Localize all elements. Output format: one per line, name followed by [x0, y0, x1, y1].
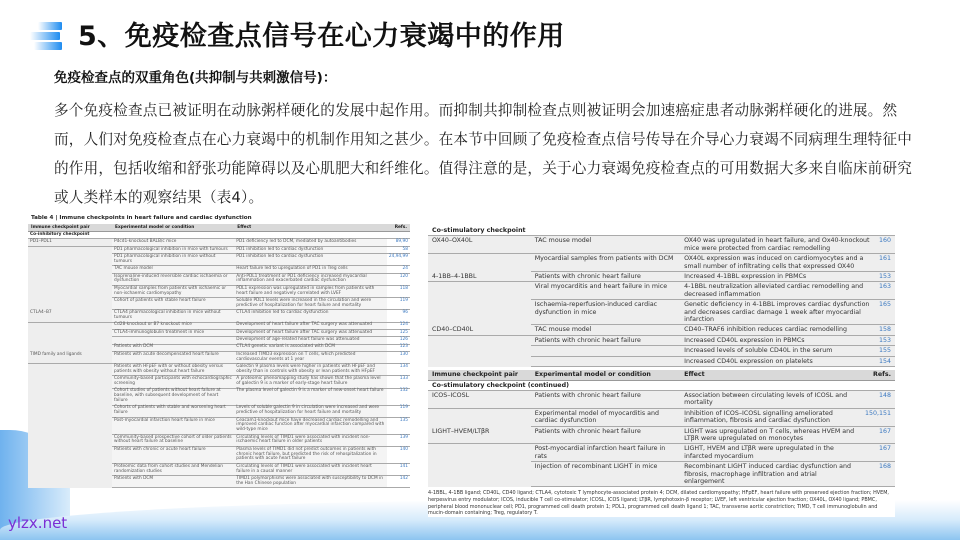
- model-condition-cell: CTLA4 pharmacological inhibition in mice without tumours: [112, 310, 234, 322]
- column-header: Effect: [234, 224, 387, 232]
- checkpoint-pair-cell: [28, 476, 112, 488]
- refs-cell: 167: [861, 426, 895, 444]
- table-row: [28, 476, 410, 488]
- model-condition-cell: Isoprenaline-induced reversible cardiac ischaemia or dysfunction: [112, 273, 234, 285]
- refs-cell: 153: [875, 335, 895, 345]
- refs-cell: 163: [875, 282, 895, 300]
- checkpoint-pair-cell: [28, 364, 112, 376]
- table-row: [28, 463, 410, 475]
- table-row: [28, 285, 410, 297]
- refs-cell: 96: [387, 310, 410, 322]
- table-4-right-top-image: [428, 226, 895, 367]
- section-row: [428, 226, 895, 236]
- table-row: [428, 236, 895, 254]
- checkpoint-pair-cell: 4-1BB–4-1BBL: [428, 272, 531, 282]
- refs-cell: 135: [387, 417, 410, 434]
- checkpoint-pair-cell: PD1–PDL1: [28, 239, 112, 246]
- section-subtitle: 免疫检查点的双重角色(共抑制与共刺激信号)：: [54, 70, 337, 86]
- refs-cell: 24,94,99: [387, 254, 410, 266]
- checkpoint-pair-cell: [28, 405, 112, 417]
- model-condition-cell: Cohorts of patients with stable and worsening heart failure: [112, 405, 234, 417]
- effect-cell: Development of age-related heart failure was attenuated: [234, 337, 387, 344]
- refs-cell: 168: [861, 462, 895, 487]
- refs-cell: 141: [387, 463, 410, 475]
- effect-cell: Increased 4-1BBL expression in PBMCs: [680, 272, 875, 282]
- model-condition-cell: Proteomic data from cohort studies and Mendelian randomization studies: [112, 463, 234, 475]
- refs-cell: 150,151: [861, 408, 895, 426]
- checkpoint-pair-cell: LIGHT–HVEM/LTβR: [428, 426, 531, 444]
- table-caption: Table 4 | Immune checkpoints in heart failure and cardiac dysfunction: [31, 215, 252, 221]
- model-condition-cell: Pdcd1-knockout BALB/c mice: [112, 239, 234, 246]
- table-row: [428, 390, 895, 408]
- refs-cell: 126: [387, 337, 410, 344]
- checkpoint-pair-cell: [28, 322, 112, 329]
- effect-cell: Association between circulating levels of ICOSL and mortality: [680, 390, 861, 408]
- table-row: [428, 462, 895, 487]
- table-row: [428, 408, 895, 426]
- refs-cell: 118: [387, 285, 410, 297]
- model-condition-cell: Community-based participants with echocardiographic screening: [112, 376, 234, 388]
- effect-cell: Circulating levels of TIMD1 were associated with incident heart failure in a causal manner: [234, 463, 387, 475]
- effect-cell: CD40–TRAF6 inhibition reduces cardiac remodelling: [680, 325, 875, 335]
- model-condition-cell: Patients with chronic heart failure: [531, 272, 680, 282]
- section-label: Co-stimulatory checkpoint (continued): [428, 380, 895, 390]
- refs-cell: 161: [875, 254, 895, 272]
- checkpoint-pair-cell: OX40–OX40L: [428, 236, 531, 254]
- table-row: [428, 335, 895, 345]
- effect-cell: Plasma levels of TIMD1 did not predict outcomes in patients with chronic heart failure, but predicted the risk of rehospitalization in patients with acute heart failure: [234, 446, 387, 463]
- model-condition-cell: Post-myocardial infarction heart failure in rats: [531, 444, 680, 462]
- model-condition-cell: [531, 346, 680, 356]
- effect-cell: Development of heart failure after TAC surgery was attenuated: [234, 322, 387, 329]
- checkpoint-pair-cell: [28, 329, 112, 336]
- model-condition-cell: Patients with chronic heart failure: [531, 390, 680, 408]
- title-logo-icon: [30, 22, 70, 52]
- refs-cell: 153: [875, 272, 895, 282]
- checkpoint-pair-cell: [428, 254, 531, 272]
- table-row: [28, 434, 410, 446]
- model-condition-cell: Ischaemia-reperfusion-induced cardiac dysfunction in mice: [531, 300, 680, 325]
- table-row: [428, 300, 895, 325]
- refs-cell: 133: [387, 376, 410, 388]
- refs-cell: 130: [387, 352, 410, 364]
- effect-cell: Levels of soluble galectin 9 in circulation were increased and were predictive of hospitalization for heart failure and mortality: [234, 405, 387, 417]
- model-condition-cell: TAC mouse model: [531, 236, 680, 254]
- refs-cell: 160: [875, 236, 895, 254]
- effect-cell: 4-1BBL neutralization alleviated cardiac remodelling and decreased inflammation: [680, 282, 875, 300]
- refs-cell: 158: [875, 325, 895, 335]
- table-row: [28, 322, 410, 329]
- model-condition-cell: CTLA4-immunoglobulin treatment in mice: [112, 329, 234, 336]
- model-condition-cell: Cd28-knockout or B7 knockout mice: [112, 322, 234, 329]
- model-condition-cell: Community-based prospective cohort of older patients without heart failure at baseline: [112, 434, 234, 446]
- refs-cell: 165: [875, 300, 895, 325]
- checkpoint-pair-cell: CD40–CD40L: [428, 325, 531, 335]
- section-row: [28, 232, 410, 239]
- left-table: [28, 224, 410, 488]
- effect-cell: A proteomic phenomapping study has shown that the plasma level of galectin 9 is a marker of early-stage heart failure: [234, 376, 387, 388]
- checkpoint-pair-cell: [28, 266, 112, 273]
- refs-cell: 155: [875, 346, 895, 356]
- right-top-table: [428, 226, 895, 367]
- column-header: Effect: [680, 370, 861, 380]
- effect-cell: PDL1 expression was upregulated in samples from patients with heart failure and negatively correlated with LVEF: [234, 285, 387, 297]
- table-row: [28, 352, 410, 364]
- table-row: [428, 254, 895, 272]
- page-title: 5、免疫检查点信号在心力衰竭中的作用: [78, 21, 565, 52]
- effect-cell: Development of heart failure after TAC surgery was attenuated: [234, 329, 387, 336]
- refs-cell: 167: [861, 444, 895, 462]
- table-row: [28, 417, 410, 434]
- checkpoint-pair-cell: [28, 254, 112, 266]
- checkpoint-pair-cell: [28, 463, 112, 475]
- checkpoint-pair-cell: CTLA4–B7: [28, 310, 112, 322]
- table-row: [428, 272, 895, 282]
- table-row: [28, 298, 410, 310]
- column-header: Immune checkpoint pair: [428, 370, 531, 380]
- model-condition-cell: Experimental model of myocarditis and cardiac dysfunction: [531, 408, 680, 426]
- refs-cell: 89,90: [387, 239, 410, 246]
- table-4-right-bottom-image: [428, 370, 895, 487]
- table-row: [28, 239, 410, 246]
- table-row: [28, 376, 410, 388]
- effect-cell: TIMD1 polymorphisms were associated with susceptibility to DCM in the Han Chinese population: [234, 476, 387, 488]
- refs-cell: 148: [861, 390, 895, 408]
- model-condition-cell: PD1 pharmacological inhibition in mice with tumours: [112, 246, 234, 253]
- model-condition-cell: Post-myocardial infarction heart failure in mice: [112, 417, 234, 434]
- effect-cell: LIGHT was upregulated on T cells, whereas HVEM and LTβR were upregulated on monocytes: [680, 426, 861, 444]
- column-header: Experimental model or condition: [112, 224, 234, 232]
- effect-cell: Genetic deficiency in 4-1BBL improves cardiac dysfunction and decreases cardiac damage 1 week after myocardial infarction: [680, 300, 875, 325]
- refs-cell: 123: [387, 344, 410, 351]
- table-row: [28, 337, 410, 344]
- checkpoint-pair-cell: [28, 273, 112, 285]
- effect-cell: Inhibition of ICOS–ICOSL signalling ameliorated inflammation, fibrosis and cardiac dysfunction: [680, 408, 861, 426]
- refs-cell: 124: [387, 322, 410, 329]
- column-header: Immune checkpoint pair: [28, 224, 112, 232]
- body-paragraph: 多个免疫检查点已被证明在动脉粥样硬化的发展中起作用。而抑制共抑制检查点则被证明会加速癌症患者动脉粥样硬化的进展。然而，人们对免疫检查点在心力衰竭中的机制作用知之甚少。在本节中回顾了免疫检查点信号传导在介导心力衰竭不同病理生理特征中的作用，包括收缩和舒张功能障碍以及心肌肥大和纤维化。值得注意的是，关于心力衰竭免疫检查点的可用数据大多来自临床前研究或人类样本的观察结果（表4）。: [54, 102, 913, 206]
- model-condition-cell: Cohort of patients with stable heart failure: [112, 298, 234, 310]
- checkpoint-pair-cell: [428, 282, 531, 300]
- table-row: [28, 310, 410, 322]
- model-condition-cell: Injection of recombinant LIGHT in mice: [531, 462, 680, 487]
- checkpoint-pair-cell: [428, 346, 531, 356]
- effect-cell: Increased levels of soluble CD40L in the serum: [680, 346, 875, 356]
- column-header: Refs.: [387, 224, 410, 232]
- effect-cell: Recombinant LIGHT induced cardiac dysfunction and fibrosis, macrophage infiltration and atrial enlargement: [680, 462, 861, 487]
- refs-cell: 132: [387, 388, 410, 405]
- model-condition-cell: PD1 pharmacological inhibition in mice without tumours: [112, 254, 234, 266]
- table-row: [28, 344, 410, 351]
- section-label: Co-inhibitory checkpoint: [28, 232, 410, 239]
- effect-cell: Increased TIMD3 expression on T cells, which predicted cardiovascular events at 1 year: [234, 352, 387, 364]
- model-condition-cell: Myocardial samples from patients with DCM: [531, 254, 680, 272]
- effect-cell: Galectin 9 plasma levels were higher in patients with HFpEF and obesity than in controls with obesity or lean patients with HFpEF: [234, 364, 387, 376]
- table-row: [428, 325, 895, 335]
- table-row: [428, 444, 895, 462]
- model-condition-cell: Patients with HFpEF with or without obesity versus patients with obesity without heart failure: [112, 364, 234, 376]
- effect-cell: PD1 inhibition led to cardiac dysfunction: [234, 254, 387, 266]
- checkpoint-pair-cell: [28, 285, 112, 297]
- table-row: [428, 356, 895, 366]
- checkpoint-pair-cell: [28, 246, 112, 253]
- table-row: [28, 273, 410, 285]
- refs-cell: 134: [387, 364, 410, 376]
- effect-cell: Circulating levels of TIMD1 were associated with incident non-ischaemic heart failure in older patients: [234, 434, 387, 446]
- checkpoint-pair-cell: [28, 337, 112, 344]
- table-row: [428, 426, 895, 444]
- model-condition-cell: Patients with chronic heart failure: [531, 335, 680, 345]
- table-row: [28, 266, 410, 273]
- effect-cell: Ceacam1-knockout mice have decreased cardiac remodelling and improved cardiac function after myocardial infarction compared with wild-type mice: [234, 417, 387, 434]
- model-condition-cell: [531, 356, 680, 366]
- checkpoint-pair-cell: [28, 344, 112, 351]
- model-condition-cell: Patients with DCM: [112, 344, 234, 351]
- model-condition-cell: Patients with chronic heart failure: [531, 426, 680, 444]
- refs-cell: 140: [387, 446, 410, 463]
- model-condition-cell: Viral myocarditis and heart failure in mice: [531, 282, 680, 300]
- checkpoint-pair-cell: TIMD family and ligands: [28, 352, 112, 364]
- effect-cell: Heart failure led to upregulation of PD1 in Treg cells: [234, 266, 387, 273]
- watermark: ylzx.net: [8, 514, 68, 532]
- refs-cell: 120: [387, 273, 410, 285]
- checkpoint-pair-cell: [428, 408, 531, 426]
- refs-cell: 125: [387, 329, 410, 336]
- table-row: [28, 388, 410, 405]
- table-row: [28, 446, 410, 463]
- model-condition-cell: TAC mouse model: [112, 266, 234, 273]
- checkpoint-pair-cell: [428, 444, 531, 462]
- section-row: [428, 380, 895, 390]
- checkpoint-pair-cell: [428, 356, 531, 366]
- right-bottom-table: [428, 370, 895, 487]
- refs-cell: 142: [387, 476, 410, 488]
- table-row: [428, 346, 895, 356]
- model-condition-cell: Patients with DCM: [112, 476, 234, 488]
- column-header: Experimental model or condition: [531, 370, 680, 380]
- model-condition-cell: Myocardial samples from patients with ischaemic or non-ischaemic cardiomyopathy: [112, 285, 234, 297]
- table-row: [28, 405, 410, 417]
- model-condition-cell: Patients with chronic or acute heart failure: [112, 446, 234, 463]
- refs-cell: 24: [387, 266, 410, 273]
- refs-cell: 119: [387, 405, 410, 417]
- table-4-left-image: [28, 213, 410, 488]
- effect-cell: Increased CD40L expression in PBMCs: [680, 335, 875, 345]
- effect-cell: Soluble PDL1 levels were increased in the circulation and were predictive of hospitalization for heart failure and mortality: [234, 298, 387, 310]
- effect-cell: Anti-PDL1 treatment or PD1 deficiency increased myocardial inflammation and exacerbated cardiac dysfunction: [234, 273, 387, 285]
- table-row: [28, 329, 410, 336]
- model-condition-cell: Cohort studies of patients without heart failure at baseline, with subsequent development of heart failure: [112, 388, 234, 405]
- effect-cell: PD1 deficiency led to DCM, mediated by autoantibodies: [234, 239, 387, 246]
- effect-cell: CTLA4 inhibition led to cardiac dysfunction: [234, 310, 387, 322]
- checkpoint-pair-cell: [28, 446, 112, 463]
- effect-cell: LIGHT, HVEM and LTβR were upregulated in the infarcted myocardium: [680, 444, 861, 462]
- effect-cell: The plasma level of galectin 9 is a marker of new-onset heart failure: [234, 388, 387, 405]
- column-header: Refs.: [861, 370, 895, 380]
- right-table-column: [428, 226, 895, 517]
- table-row: [28, 246, 410, 253]
- table-row: [28, 364, 410, 376]
- checkpoint-pair-cell: [28, 434, 112, 446]
- checkpoint-pair-cell: [28, 388, 112, 405]
- checkpoint-pair-cell: [28, 298, 112, 310]
- checkpoint-pair-cell: [428, 300, 531, 325]
- effect-cell: OX40 was upregulated in heart failure, and Ox40-knockout mice were protected from cardiac remodelling: [680, 236, 875, 254]
- checkpoint-pair-cell: [428, 335, 531, 345]
- table-row: [28, 254, 410, 266]
- table-footnote: 4-1BBL, 4-1BB ligand; CD40L, CD40 ligand; CTLA4, cytotoxic T lymphocyte-associated protein 4; DCM, dilated cardiomyopathy; HFpEF, heart failure with preserved ejection fraction; HVEM, herpesvirus entry modulator; ICOS, inducible T cell co-stimulator; ICOSL, ICOS ligand; LTβR, lymphotoxin-β receptor; LVEF, left ventricular ejection fraction; OX40L, OX40 ligand; PBMC, peripheral blood mononuclear cell; PD1, programmed cell death protein 1; PDL1, programmed cell death ligand 1; TAC, transverse aortic constriction; TIMD, T cell immunoglobulin and mucin-domain containing; Treg, regulatory T.: [428, 490, 895, 516]
- checkpoint-pair-cell: [28, 376, 112, 388]
- refs-cell: 139: [387, 434, 410, 446]
- checkpoint-pair-cell: [428, 462, 531, 487]
- effect-cell: OX40L expression was induced on cardiomyocytes and a small number of infiltrating cells that expressed OX40: [680, 254, 875, 272]
- model-condition-cell: Patients with acute decompensated heart failure: [112, 352, 234, 364]
- refs-cell: 119: [387, 298, 410, 310]
- table-row: [428, 282, 895, 300]
- refs-cell: 58: [387, 246, 410, 253]
- section-label: Co-stimulatory checkpoint: [428, 226, 895, 236]
- checkpoint-pair-cell: ICOS–ICOSL: [428, 390, 531, 408]
- model-condition-cell: TAC mouse model: [531, 325, 680, 335]
- checkpoint-pair-cell: [28, 417, 112, 434]
- effect-cell: Increased CD40L expression on platelets: [680, 356, 875, 366]
- effect-cell: CTLA4 genetic variant is associated with DCM: [234, 344, 387, 351]
- effect-cell: PD1 inhibition led to cardiac dysfunction: [234, 246, 387, 253]
- refs-cell: 154: [875, 356, 895, 366]
